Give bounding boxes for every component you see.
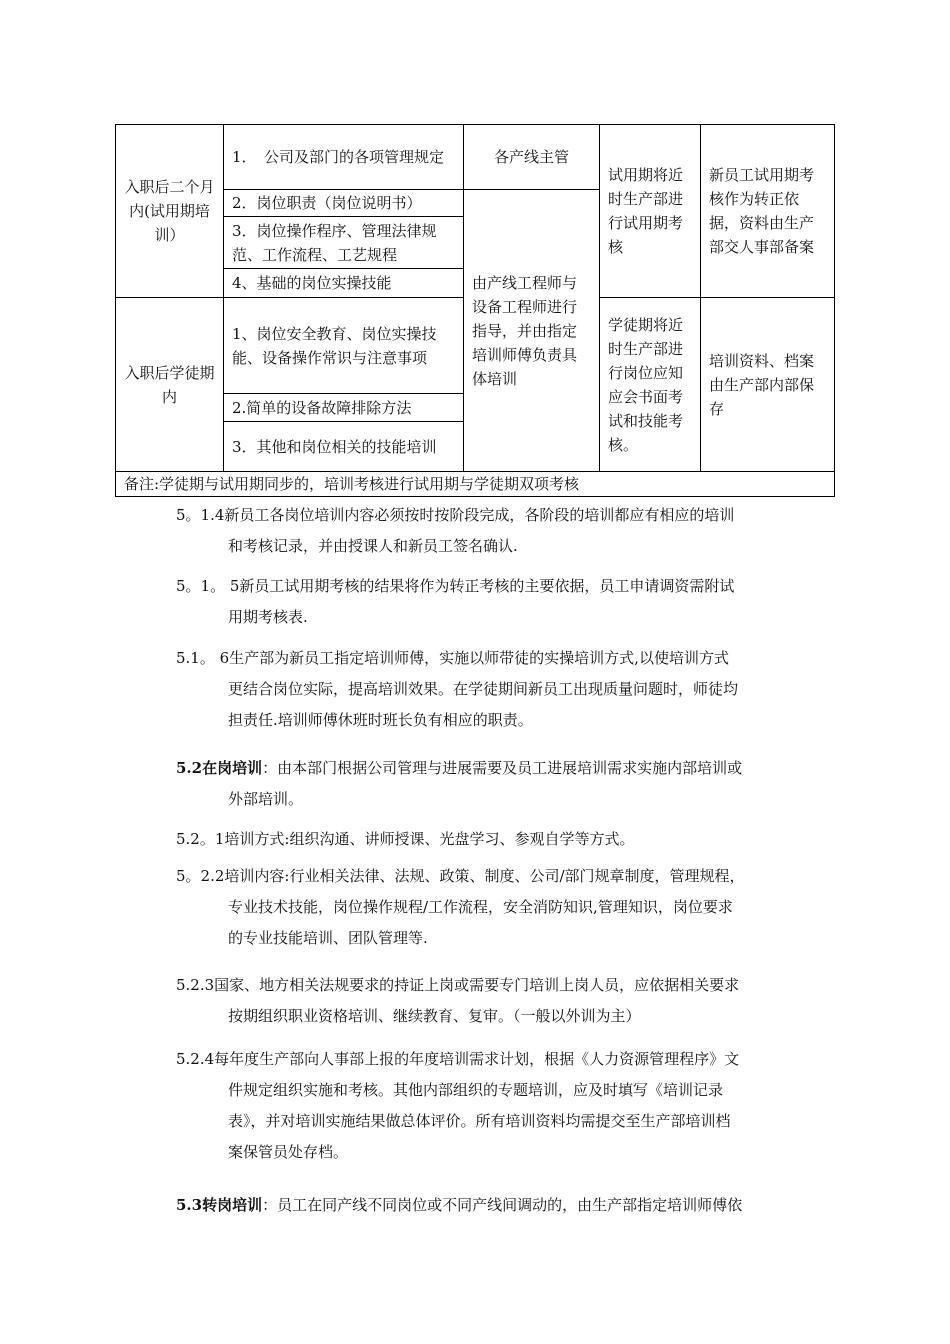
- stage-apprentice-cell: 入职后学徒期内: [116, 298, 224, 472]
- apprentice-item-3: 3．其他和岗位相关的技能培训: [224, 422, 464, 472]
- paragraph-5-2: 5.2在岗培训：由本部门根据公司管理与进展需要及员工进展培训需求实施内部培训或 外部培训。: [176, 759, 743, 808]
- stage-probation-cell: 入职后二个月内(试用期培训）: [116, 125, 224, 298]
- probation-assessment-cell: 试用期将近时生产部进行试用期考核: [600, 125, 701, 298]
- paragraph-5-2-4: 5.2.4每年度生产部向人事部上报的年度培训需求计划，根据《人力资源管理程序》文 件规定组织实施和考核。其他内部组织的专题培训，应及时填写《培训记录 表》，并对培训实施结果做总体评价。所有培训资料均需提交至生产部培训档 案保管员处存档。: [176, 1050, 740, 1161]
- paragraph-5-1-4: 5。1.4新员工各岗位培训内容必须按时按阶段完成，各阶段的培训都应有相应的培训 和考核记录，并由授课人和新员工签名确认.: [176, 506, 735, 555]
- paragraph-5-1-6: 5.1。 6生产部为新员工指定培训师傅，实施以师带徒的实操培训方式,以使培训方式 更结合岗位实际，提高培训效果。在学徒期间新员工出现质量问题时，师徒均 担责任.培训师傅休班时班长负有相应的职责。: [176, 649, 739, 729]
- table-row: [116, 472, 835, 497]
- paragraph-5-3: 5.3转岗培训：员工在同产线不同岗位或不同产线间调动的，由生产部指定培训师傅依: [176, 1196, 743, 1214]
- training-schedule-table: [115, 124, 835, 497]
- trainer-line-supervisor: 各产线主管: [464, 125, 600, 190]
- section-heading-on-job-training: 5.2在岗培训: [176, 759, 263, 777]
- apprentice-record-cell: 培训资料、档案由生产部内部保存: [701, 298, 835, 472]
- table-note: 备注:学徒期与试用期同步的，培训考核进行试用期与学徒期双项考核: [116, 472, 835, 497]
- apprentice-item-1: 1、岗位安全教育、岗位实操技能、设备操作常识与注意事项: [224, 298, 464, 394]
- probation-record-cell: 新员工试用期考核作为转正依据，资料由生产部交人事部备案: [701, 125, 835, 298]
- paragraph-5-2-1: 5.2。1培训方式:组织沟通、讲师授课、光盘学习、参观自学等方式。: [176, 830, 635, 848]
- probation-item-2: 2．岗位职责（岗位说明书）: [224, 190, 464, 217]
- probation-item-3: 3．岗位操作程序、管理法律规范、工作流程、工艺规程: [224, 217, 464, 269]
- apprentice-assessment-cell: 学徒期将近时生产部进行岗位应知应会书面考试和技能考核。: [600, 298, 701, 472]
- trainer-engineers-cell: 由产线工程师与设备工程师进行指导，并由指定培训师傅负责具体培训: [464, 190, 600, 472]
- paragraph-5-2-3: 5.2.3国家、地方相关法规要求的持证上岗或需要专门培训上岗人员，应依据相关要求 按期组织职业资格培训、继续教育、复审。（一般以外训为主）: [176, 976, 740, 1025]
- probation-item-1: 1． 公司及部门的各项管理规定: [224, 125, 464, 190]
- paragraph-5-1-5: 5。1。 5新员工试用期考核的结果将作为转正考核的主要依据，员工申请调资需附试 用期考核表.: [176, 577, 735, 626]
- section-heading-transfer-training: 5.3转岗培训: [176, 1196, 263, 1214]
- paragraph-5-2-2: 5。2.2培训内容:行业相关法律、法规、政策、制度、公司/部门规章制度，管理规程， 专业技术技能，岗位操作规程/工作流程，安全消防知识,管理知识，岗位要求 的专业技能培训、团队管理等.: [176, 867, 745, 947]
- table-row: [116, 125, 835, 190]
- apprentice-item-2: 2.简单的设备故障排除方法: [224, 394, 464, 422]
- probation-item-4: 4、基础的岗位实操技能: [224, 269, 464, 298]
